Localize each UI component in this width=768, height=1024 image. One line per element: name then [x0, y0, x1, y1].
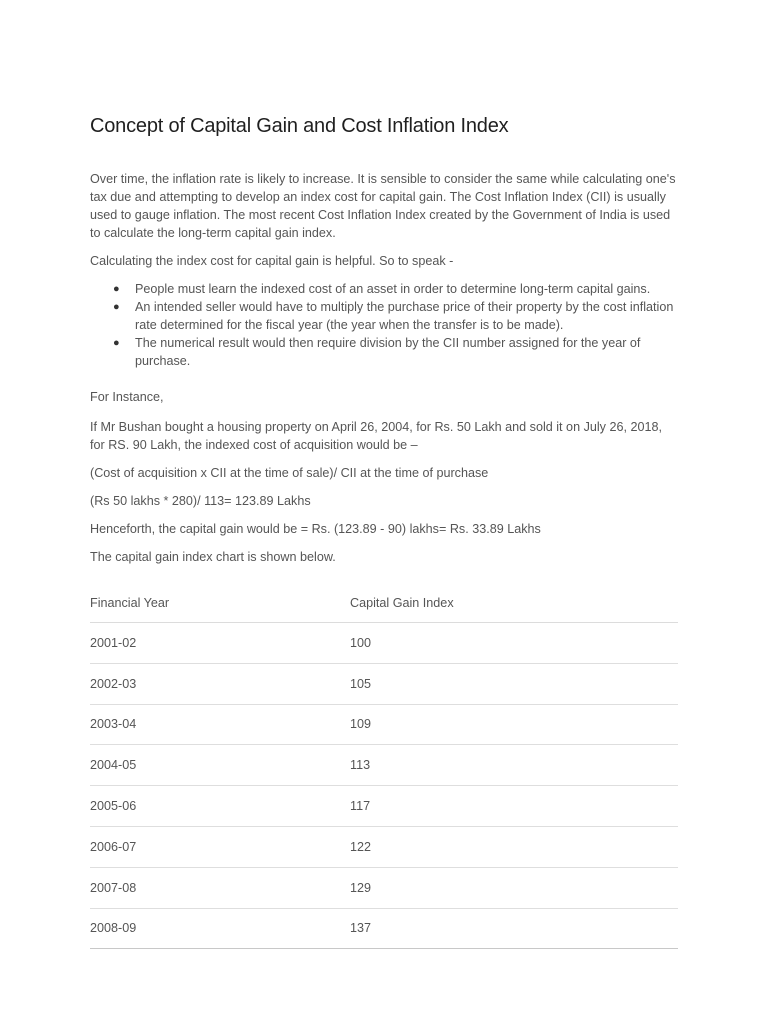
index-cell: 105 [350, 676, 372, 691]
helpful-paragraph: Calculating the index cost for capital gain is helpful. So to speak - [90, 254, 454, 268]
table-row [90, 705, 678, 746]
header-capital-gain-index: Capital Gain Index [350, 596, 454, 610]
article-content [90, 112, 680, 949]
year-cell: 2002-03 [90, 676, 137, 691]
year-cell: 2007-08 [90, 880, 137, 895]
page-title: Concept of Capital Gain and Cost Inflation Index [90, 115, 509, 137]
index-cell: 122 [350, 839, 372, 854]
year-cell: 2003-04 [90, 717, 137, 732]
list-item [90, 334, 680, 370]
bullet-dot: ● [113, 337, 120, 349]
index-cell: 109 [350, 717, 372, 732]
capital-gain-index-table [90, 584, 678, 949]
table-row [90, 909, 678, 950]
list-item [90, 298, 680, 334]
index-cell: 117 [350, 799, 371, 814]
index-cell: 129 [350, 880, 372, 895]
list-item-text: People must learn the indexed cost of an asset in order to determine long-term capital gains. [135, 282, 651, 296]
header-financial-year: Financial Year [90, 596, 170, 610]
bullet-dot: ● [113, 283, 120, 295]
table-row [90, 868, 678, 909]
table-row [90, 745, 678, 786]
for-instance-paragraph: For Instance, [90, 390, 164, 404]
year-cell: 2006-07 [90, 839, 137, 854]
table-row [90, 664, 678, 705]
year-cell: 2004-05 [90, 758, 137, 773]
index-cell: 137 [350, 921, 372, 936]
intro-paragraph: Over time, the inflation rate is likely to increase. It is sensible to consider the same while calculating one's tax due and attempting to develop an index cost for capital gain. The Cost Inflation Index (CII) is usually used to gauge inflation. The most recent Cost Inflation Index created by the Government of India is used to calculate the long-term capital gain index. [90, 172, 676, 240]
index-cell: 113 [350, 758, 371, 773]
gain-paragraph: Henceforth, the capital gain would be = Rs. (123.89 - 90) lakhs= Rs. 33.89 Lakhs [90, 522, 541, 536]
table-header-row [90, 584, 678, 623]
list-item-text: The numerical result would then require division by the CII number assigned for the year of purchase. [135, 336, 641, 368]
example-paragraph: If Mr Bushan bought a housing property on April 26, 2004, for Rs. 50 Lakh and sold it on July 26, 2018, for RS. 90 Lakh, the indexed cost of acquisition would be – [90, 420, 662, 452]
year-cell: 2008-09 [90, 921, 137, 936]
calculation-paragraph: (Rs 50 lakhs * 280)/ 113= 123.89 Lakhs [90, 494, 311, 508]
table-row [90, 623, 678, 664]
list-item [90, 280, 680, 298]
index-cell: 100 [350, 635, 372, 650]
year-cell: 2001-02 [90, 635, 137, 650]
chart-intro-paragraph: The capital gain index chart is shown below. [90, 550, 336, 564]
formula-paragraph: (Cost of acquisition x CII at the time of sale)/ CII at the time of purchase [90, 466, 489, 480]
table-row [90, 827, 678, 868]
table-row [90, 786, 678, 827]
bullet-dot: ● [113, 301, 120, 313]
list-item-text: An intended seller would have to multiply the purchase price of their property by the cost inflation rate determined for the fiscal year (the year when the transfer is to be made). [135, 300, 674, 332]
bullet-list [90, 280, 680, 370]
year-cell: 2005-06 [90, 799, 137, 814]
